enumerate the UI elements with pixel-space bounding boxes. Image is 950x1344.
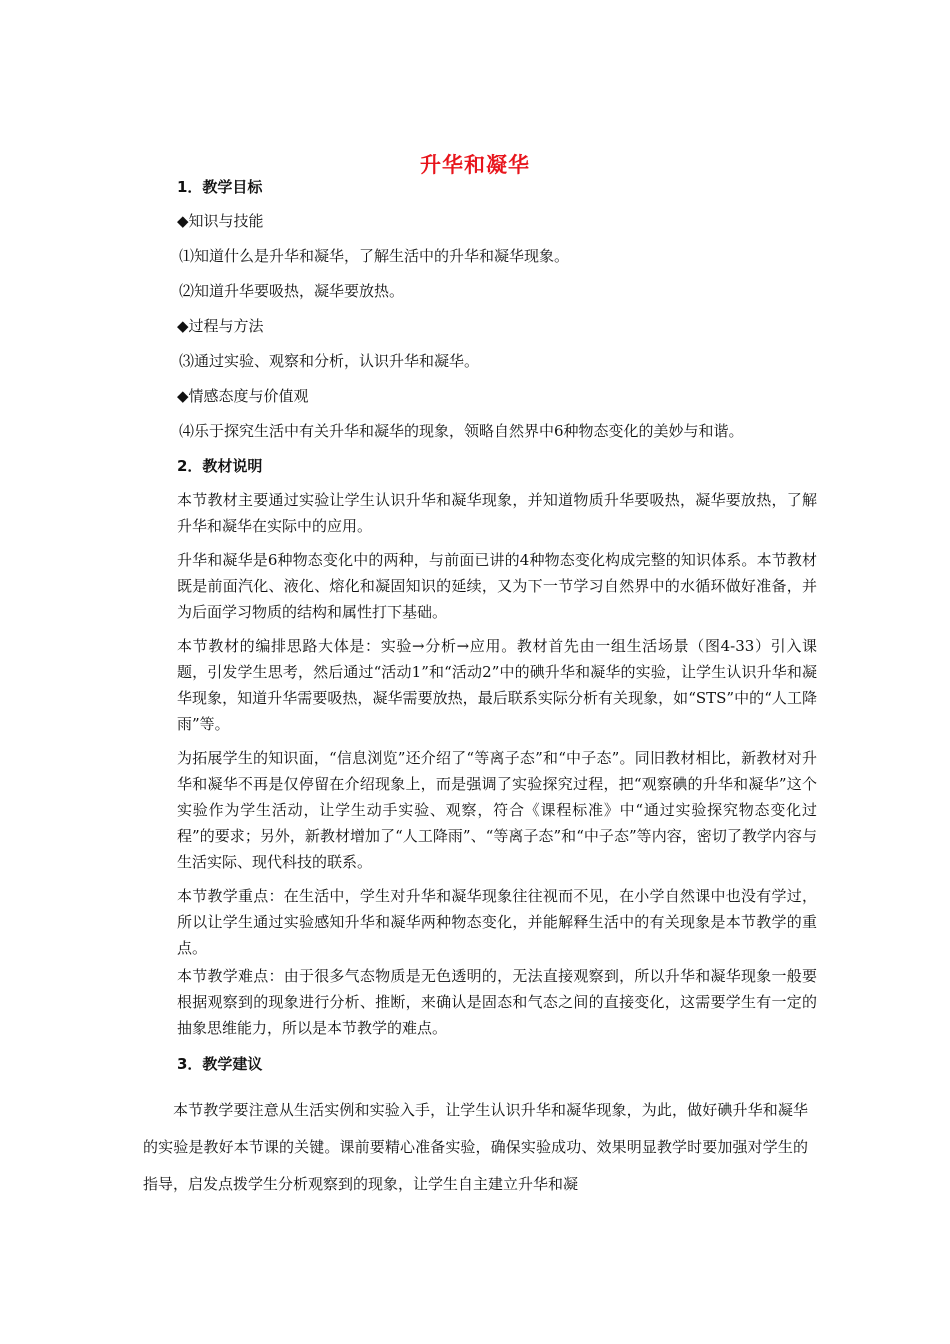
materials-paragraph: 本节教材主要通过实验让学生认识升华和凝华现象，并知道物质升华要吸热，凝华要放热，了解升华和凝华在实际中的应用。 [177,491,817,535]
page-title: 升华和凝华 [420,153,530,177]
subheading-attitude-values: ◆情感态度与价值观 [177,387,309,405]
objective-item: ⑴知道什么是升华和凝华，了解生活中的升华和凝华现象。 [179,247,570,265]
materials-paragraph: 为拓展学生的知识面，“信息浏览”还介绍了“等离子态”和“中子态”。同旧教材相比，新教材对升华和凝华不再是仅停留在介绍现象上，而是强调了实验探究过程，把“观察碘的升华和凝华”这个实验作为学生活动，让学生动手实验、观察，符合《课程标准》中“通过实验探究物态变化过程”的要求；另外，新教材增加了“人工降雨”、“等离子态”和“中子态”等内容，密切了教学内容与生活实际、现代科技的联系。 [177,749,817,871]
subheading-knowledge-skills: ◆知识与技能 [177,212,264,230]
objective-item: ⑶通过实验、观察和分析，认识升华和凝华。 [179,352,480,370]
document-body [177,174,817,1085]
objective-item: ⑷乐于探究生活中有关升华和凝华的现象，领略自然界中6种物态变化的美妙与和谐。 [179,422,744,440]
difficulty-paragraph: 本节教学难点：由于很多气态物质是无色透明的，无法直接观察到，所以升华和凝华现象一般要根据观察到的现象进行分析、推断，来确认是固态和气态之间的直接变化，这需要学生有一定的抽象思维能力，所以是本节教学的难点。 [177,967,817,1037]
suggestions-paragraph: 本节教学要注意从生活实例和实验入手，让学生认识升华和凝华现象，为此，做好碘升华和凝华的实验是教好本节课的关键。课前要精心准备实验，确保实验成功、效果明显教学时要加强对学生的指导，启发点拨学生分析观察到的现象，让学生自主建立升华和凝 [143,1101,808,1193]
subheading-process-method: ◆过程与方法 [177,317,264,335]
section-heading-suggestions: 3．教学建议 [177,1055,263,1073]
suggestions-block [143,1092,808,1203]
materials-paragraph: 本节教材的编排思路大体是：实验→分析→应用。教材首先由一组生活场景（图4-33）引入课题，引发学生思考，然后通过“活动1”和“活动2”中的碘升华和凝华的实验，让学生认识升华和凝华现象，知道升华需要吸热，凝华需要放热，最后联系实际分析有关现象，如“STS”中的“人工降雨”等。 [177,637,817,733]
section-heading-materials: 2．教材说明 [177,457,263,475]
objective-item: ⑵知道升华要吸热，凝华要放热。 [179,282,405,300]
section-heading-objectives: 1．教学目标 [177,178,263,196]
materials-paragraph: 升华和凝华是6种物态变化中的两种，与前面已讲的4种物态变化构成完整的知识体系。本节教材既是前面汽化、液化、熔化和凝固知识的延续，又为下一节学习自然界中的水循环做好准备，并为后面学习物质的结构和属性打下基础。 [177,551,817,621]
key-point-paragraph: 本节教学重点：在生活中，学生对升华和凝华现象往往视而不见，在小学自然课中也没有学过，所以让学生通过实验感知升华和凝华两种物态变化，并能解释生活中的有关现象是本节教学的重点。 [177,887,817,957]
